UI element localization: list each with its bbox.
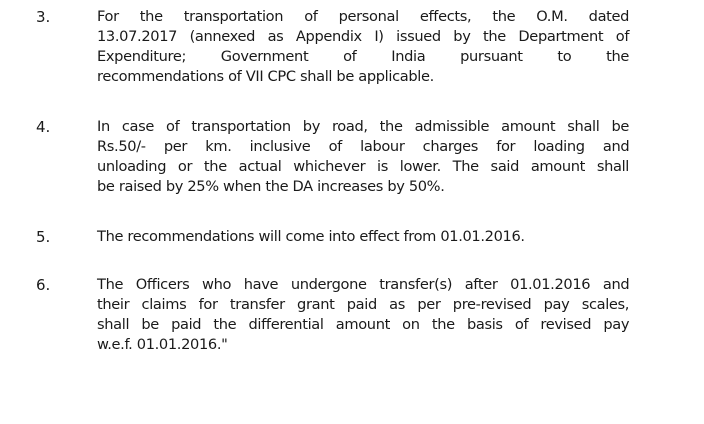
text-line: 13.07.2017 (annexed as Appendix I) issued by the Department of bbox=[97, 28, 630, 45]
paragraph-text bbox=[97, 275, 629, 355]
text-line: For the transportation of personal effects, the O.M. dated bbox=[97, 8, 630, 25]
paragraph-text bbox=[97, 7, 629, 87]
text-line: Expenditure; Government of India pursuant to the bbox=[97, 48, 630, 65]
text-line: shall be paid the differential amount on the basis of revised pay bbox=[97, 316, 630, 333]
text-line: The recommendations will come into effect from 01.01.2016. bbox=[97, 228, 525, 245]
text-line: In case of transportation by road, the admissible amount shall be bbox=[97, 118, 629, 135]
text-line: w.e.f. 01.01.2016." bbox=[97, 336, 228, 353]
paragraph-number: 3. bbox=[36, 8, 51, 26]
paragraph-text bbox=[97, 227, 629, 247]
text-line: Rs.50/- per km. inclusive of labour charges for loading and bbox=[97, 138, 630, 155]
paragraph-text bbox=[97, 117, 629, 197]
text-line: unloading or the actual whichever is lower. The said amount shall bbox=[97, 158, 629, 175]
paragraph-number: 5. bbox=[36, 228, 51, 246]
text-line: their claims for transfer grant paid as per pre-revised pay scales, bbox=[97, 296, 630, 313]
text-line: recommendations of VII CPC shall be applicable. bbox=[97, 68, 434, 85]
text-line: The Officers who have undergone transfer(s) after 01.01.2016 and bbox=[97, 276, 630, 293]
text-line: be raised by 25% when the DA increases by 50%. bbox=[97, 178, 445, 195]
paragraph-number: 6. bbox=[36, 276, 51, 294]
paragraph-number: 4. bbox=[36, 118, 51, 136]
